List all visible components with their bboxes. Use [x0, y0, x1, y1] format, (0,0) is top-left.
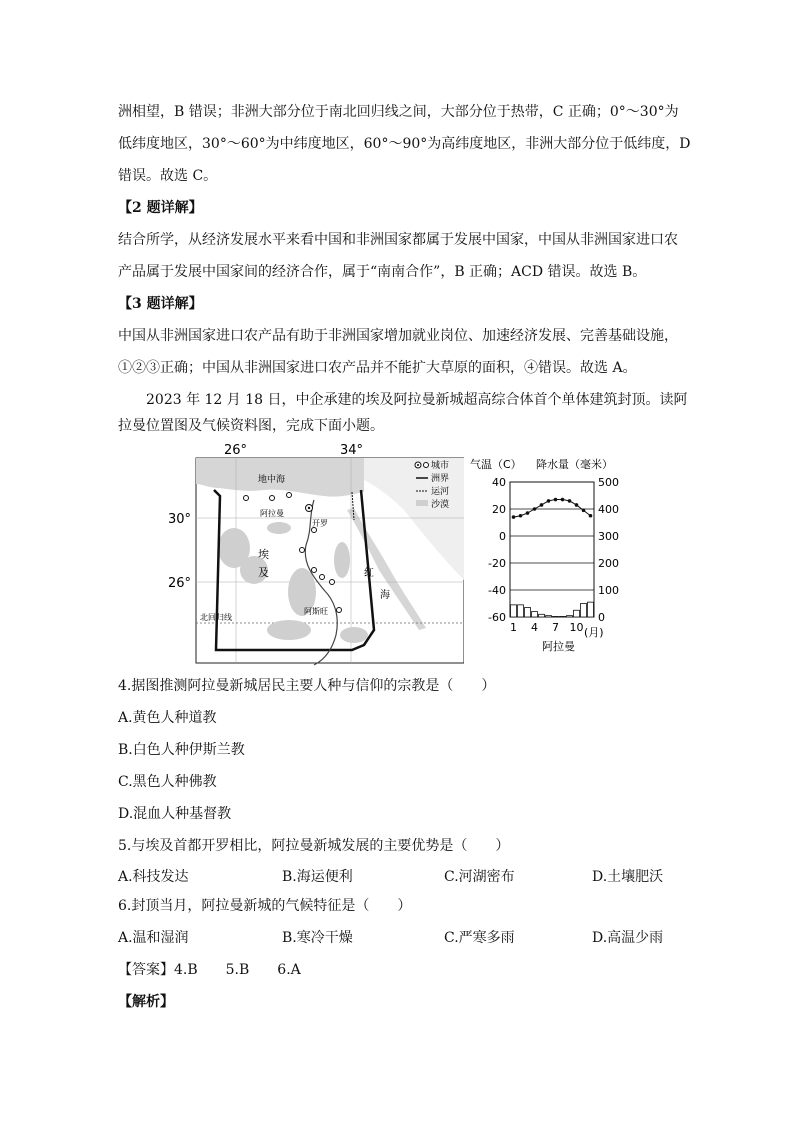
- q6-option-d: D.高温少雨: [592, 930, 664, 946]
- lon-label-34: 34°: [340, 443, 364, 458]
- heading-q3: 【3 题详解】: [118, 296, 203, 312]
- chart-title: 阿拉曼: [542, 640, 575, 653]
- precip-bar: [560, 616, 566, 617]
- q5-option-c: C.河湖密布: [444, 869, 515, 885]
- precip-bar: [553, 616, 559, 617]
- temp-tick-label: 0: [499, 530, 506, 543]
- legend-city: 城市: [431, 461, 450, 471]
- text-line-7: ①②③正确；中国从非洲国家进口农产品并不能扩大草原的面积，④错误。故选 A。: [118, 360, 637, 376]
- text-line-5: 产品属于发展中国家间的经济合作，属于“南南合作”，B 正确；ACD 错误。故选 B。: [118, 264, 647, 280]
- precip-bar: [581, 604, 587, 618]
- temperature-point: [512, 515, 516, 519]
- label-red-2: 海: [380, 590, 390, 601]
- text-line-6: 中国从非洲国家进口农产品有助于非洲国家增加就业岗位、加速经济发展、完善基础设施，: [118, 328, 678, 344]
- temperature-point: [561, 498, 565, 502]
- month-tick-label: 10: [569, 621, 584, 634]
- text-line-2: 低纬度地区，30°～60°为中纬度地区，60°～90°为高纬度地区，非洲大部分位于低纬度，D: [118, 136, 691, 152]
- temperature-point: [568, 499, 572, 503]
- q6-option-b: B.寒冷干燥: [282, 930, 353, 946]
- temp-tick-label: -60: [488, 611, 506, 624]
- q5-option-d: D.土壤肥沃: [592, 869, 664, 885]
- month-tick-label: 4: [531, 621, 538, 634]
- temperature-point: [554, 498, 558, 502]
- temperature-point: [526, 511, 530, 515]
- precip-tick-label: 100: [598, 584, 619, 597]
- q4-option-c: C.黑色人种佛教: [118, 774, 217, 790]
- location-map: [164, 440, 464, 670]
- precip-bar: [539, 614, 545, 617]
- temp-tick-label: 40: [492, 476, 506, 489]
- precip-tick-label: 300: [598, 530, 619, 543]
- month-tick-label: 1: [510, 621, 517, 634]
- chart-plot-frame: [510, 482, 594, 617]
- precip-tick-label: 0: [598, 611, 605, 624]
- temp-tick-label: -40: [488, 584, 506, 597]
- precip-bar: [574, 610, 580, 617]
- label-tropic: 北回归线: [200, 613, 232, 622]
- question-4: 4.据图推测阿拉曼新城居民主要人种与信仰的宗教是（ ）: [118, 678, 496, 694]
- text-line-3: 错误。故选 C。: [118, 168, 218, 184]
- label-egypt-2: 及: [258, 566, 269, 579]
- q5-option-b: B.海运便利: [282, 869, 353, 885]
- text-line-1: 洲相望，B 错误；非洲大部分位于南北回归线之间，大部分位于热带，C 正确；0°～30°为: [118, 104, 679, 120]
- lat-label-30: 30°: [168, 512, 192, 527]
- month-tick-label: 7: [552, 621, 559, 634]
- x-unit-label: (月): [584, 626, 604, 639]
- text-line-4: 结合所学，从经济发展水平来看中国和非洲国家都属于发展中国家，中国从非洲国家进口农: [118, 232, 678, 248]
- analysis-heading: 【解析】: [118, 994, 174, 1010]
- q5-option-a: A.科技发达: [118, 869, 189, 885]
- legend-canal: 运河: [431, 487, 450, 497]
- temperature-point: [582, 509, 586, 513]
- climate-chart: [466, 452, 636, 662]
- label-cairo: 开罗: [312, 519, 328, 528]
- precip-bar: [518, 605, 524, 617]
- q4-option-b: B.白色人种伊斯兰教: [118, 742, 245, 758]
- precip-bar: [525, 608, 531, 617]
- question-6: 6.封顶当月，阿拉曼新城的气候特征是（ ）: [118, 898, 412, 914]
- precip-bar: [511, 605, 517, 617]
- text-line-9: 拉曼位置图及气候资料图，完成下面小题。: [118, 418, 384, 434]
- legend-border: 洲界: [431, 474, 450, 484]
- label-aswan: 阿斯旺: [304, 607, 328, 616]
- heading-q2: 【2 题详解】: [118, 200, 203, 216]
- label-alamein: 阿拉曼: [260, 509, 284, 518]
- label-red-1: 红: [364, 568, 374, 579]
- precip-tick-label: 500: [598, 476, 619, 489]
- precip-axis-label: 降水量（毫米）: [536, 458, 613, 471]
- temperature-point: [540, 503, 544, 507]
- temp-tick-label: 20: [492, 503, 506, 516]
- q4-option-d: D.混血人种基督教: [118, 806, 232, 822]
- label-mediterranean: 地中海: [258, 475, 286, 485]
- precip-bar: [567, 616, 573, 617]
- temperature-point: [547, 499, 551, 503]
- temperature-point: [575, 503, 579, 507]
- text-line-8: 2023 年 12 月 18 日，中企承建的埃及阿拉曼新城超高综合体首个单体建筑封顶。读阿: [146, 392, 688, 408]
- q4-option-a: A.黄色人种道教: [118, 710, 217, 726]
- precip-tick-label: 400: [598, 503, 619, 516]
- precip-tick-label: 200: [598, 557, 619, 570]
- temp-axis-label: 气温（C）: [470, 458, 522, 471]
- legend-desert: 沙漠: [431, 500, 450, 510]
- label-egypt-1: 埃: [258, 548, 269, 561]
- lat-label-26: 26°: [168, 576, 192, 591]
- q6-option-a: A.温和湿润: [118, 930, 189, 946]
- q6-option-c: C.严寒多雨: [444, 930, 515, 946]
- question-5: 5.与埃及首都开罗相比，阿拉曼新城发展的主要优势是（ ）: [118, 838, 510, 854]
- precip-bar: [588, 602, 594, 617]
- temperature-point: [533, 507, 537, 511]
- answer-line: 【答案】4.B 5.B 6.A: [118, 962, 301, 978]
- temperature-point: [589, 514, 593, 518]
- temp-tick-label: -20: [488, 557, 506, 570]
- precip-bar: [532, 612, 538, 617]
- temperature-line: [514, 500, 591, 518]
- precip-bar: [546, 616, 552, 617]
- temperature-point: [519, 514, 523, 518]
- lon-label-26: 26°: [224, 443, 248, 458]
